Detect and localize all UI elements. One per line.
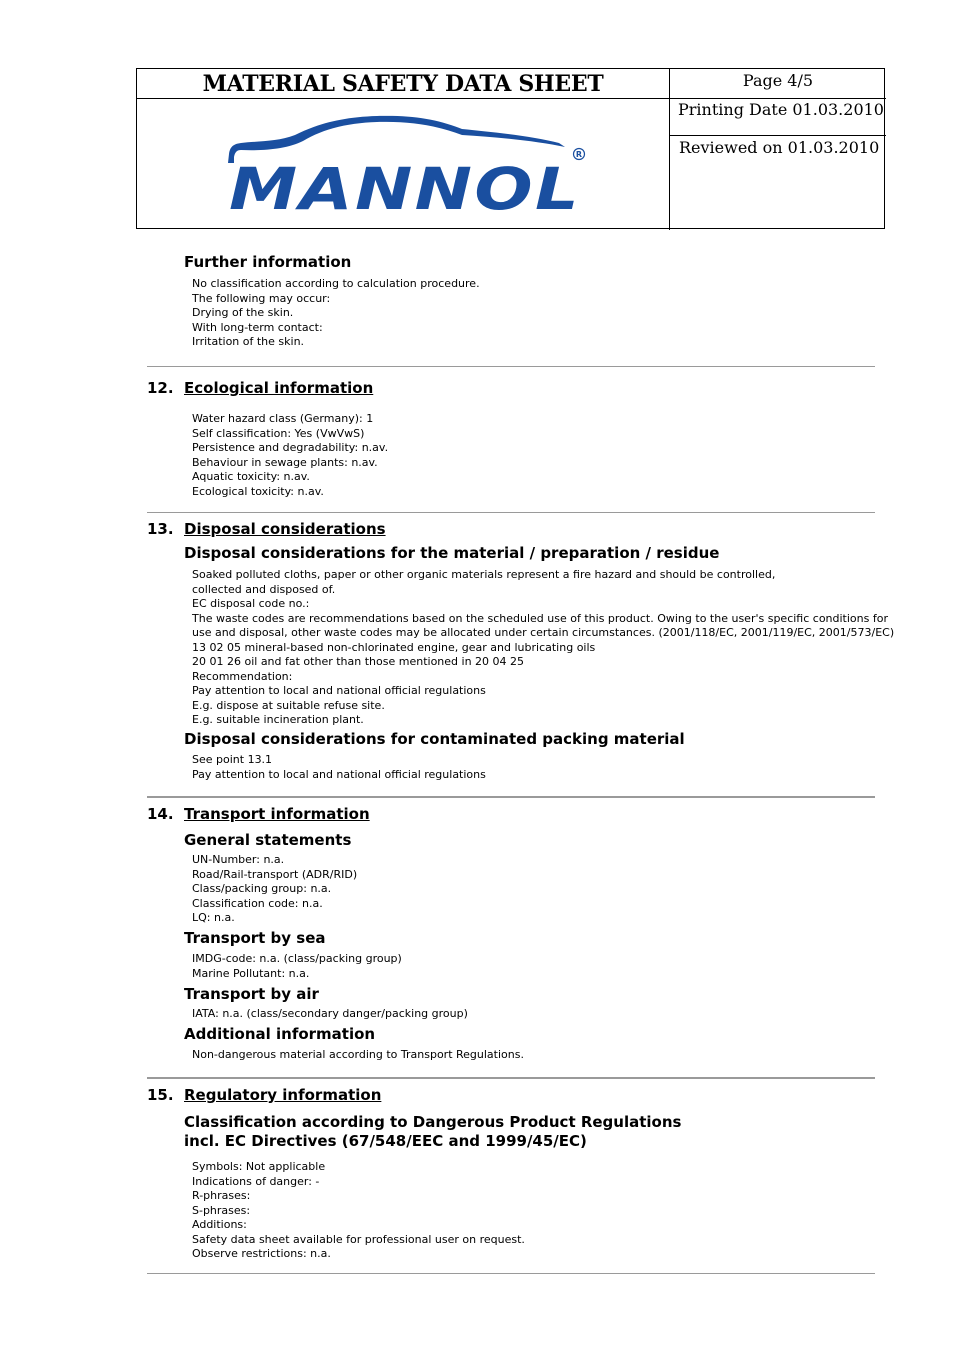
classification-text (192, 1160, 525, 1262)
transport-sea-heading: Transport by sea (184, 929, 326, 947)
text-line: Safety data sheet available for professional user on request. (192, 1232, 525, 1246)
logo-graphic (137, 99, 670, 230)
printing-date: Printing Date 01.03.2010 (670, 99, 886, 136)
section-number: 15. (147, 1086, 174, 1104)
section-number: 14. (147, 805, 174, 823)
text-line: Indications of danger: - (192, 1174, 320, 1188)
section-title-disposal: Disposal considerations (184, 520, 386, 538)
text-line: With long-term contact: (192, 320, 323, 334)
text-line: Marine Pollutant: n.a. (192, 966, 310, 980)
text-line: IMDG-code: n.a. (class/packing group) (192, 952, 402, 965)
page-number: Page 4/5 (670, 69, 886, 99)
section-number: 13. (147, 520, 174, 538)
text-line: LQ: n.a. (192, 911, 235, 924)
text-line: Pay attention to local and national official regulations (192, 684, 486, 697)
svg-text:MANNOL: MANNOL (229, 155, 581, 223)
text-line: Persistence and degradability: n.av. (192, 441, 389, 454)
text-line: The following may occur: (192, 291, 331, 305)
further-information-text (192, 277, 480, 350)
section-title-transport: Transport information (184, 805, 370, 823)
classification-heading-line2: incl. EC Directives (67/548/EEC and 1999/45/EC) (184, 1132, 587, 1150)
section-divider (147, 1077, 875, 1079)
section-divider (147, 796, 875, 798)
text-line: Observe restrictions: n.a. (192, 1247, 331, 1260)
text-line: Symbols: Not applicable (192, 1160, 326, 1173)
text-line: Aquatic toxicity: n.av. (192, 470, 310, 483)
transport-sea-text (192, 952, 402, 981)
transport-air-text (192, 1007, 468, 1022)
section-number: 12. (147, 379, 174, 397)
disposal-material-text (192, 568, 894, 728)
text-line: Self classification: Yes (VwVwS) (192, 426, 365, 440)
section-divider (147, 512, 875, 513)
additional-information-heading: Additional information (184, 1025, 376, 1043)
section-title-ecological: Ecological information (184, 379, 374, 397)
text-line: UN-Number: n.a. (192, 853, 285, 866)
text-line: E.g. dispose at suitable refuse site. (192, 698, 385, 712)
general-statements-text (192, 853, 357, 926)
text-line: See point 13.1 (192, 753, 273, 766)
svg-text:R: R (575, 150, 583, 159)
reviewed-date: Reviewed on 01.03.2010 (679, 138, 880, 157)
text-line: Pay attention to local and national official regulations (192, 767, 486, 781)
text-line: Behaviour in sewage plants: n.av. (192, 455, 378, 469)
text-line: EC disposal code no.: (192, 597, 310, 610)
disposal-packing-heading: Disposal considerations for contaminated packing material (184, 730, 685, 748)
text-line: R-phrases: (192, 1189, 251, 1202)
text-line: E.g. suitable incineration plant. (192, 713, 364, 726)
text-line: Recommendation: (192, 669, 293, 683)
section-divider (147, 366, 875, 367)
document-title: MATERIAL SAFETY DATA SHEET (137, 69, 670, 99)
ecological-text (192, 412, 388, 499)
general-statements-heading: General statements (184, 831, 352, 849)
text-line: collected and disposed of. (192, 582, 336, 596)
text-line: use and disposal, other waste codes may be allocated under certain circumstances. (2001/118/EC, 2001/119/EC, 2001/573/EC) (192, 626, 895, 639)
disposal-material-heading: Disposal considerations for the material / preparation / residue (184, 544, 720, 562)
classification-heading-line1: Classification according to Dangerous Product Regulations (184, 1113, 682, 1131)
text-line: The waste codes are recommendations based on the scheduled use of this product. Owing to the user's specific conditions for (192, 611, 888, 625)
text-line: Ecological toxicity: n.av. (192, 484, 324, 498)
text-line: Road/Rail-transport (ADR/RID) (192, 867, 358, 881)
transport-air-heading: Transport by air (184, 985, 319, 1003)
text-line: 13 02 05 mineral-based non-chlorinated engine, gear and lubricating oils (192, 640, 596, 654)
text-line: Soaked polluted cloths, paper or other organic materials represent a fire hazard and should be controlled, (192, 568, 776, 581)
text-line: Class/packing group: n.a. (192, 882, 332, 895)
further-information-heading: Further information (184, 253, 352, 271)
text-line: Non-dangerous material according to Transport Regulations. (192, 1048, 524, 1061)
text-line: IATA: n.a. (class/secondary danger/packing group) (192, 1007, 468, 1020)
text-line: S-phrases: (192, 1203, 251, 1217)
text-line: Classification code: n.a. (192, 896, 323, 910)
document-header (136, 68, 885, 229)
section-divider (147, 1273, 875, 1274)
additional-information-text (192, 1048, 524, 1063)
disposal-packing-text (192, 753, 486, 782)
text-line: Drying of the skin. (192, 306, 294, 319)
text-line: Water hazard class (Germany): 1 (192, 412, 374, 425)
text-line: No classification according to calculation procedure. (192, 277, 480, 290)
mannol-logo (137, 99, 670, 230)
text-line: Additions: (192, 1218, 247, 1231)
text-line: Irritation of the skin. (192, 335, 305, 348)
text-line: 20 01 26 oil and fat other than those mentioned in 20 04 25 (192, 655, 525, 668)
section-title-regulatory: Regulatory information (184, 1086, 382, 1104)
